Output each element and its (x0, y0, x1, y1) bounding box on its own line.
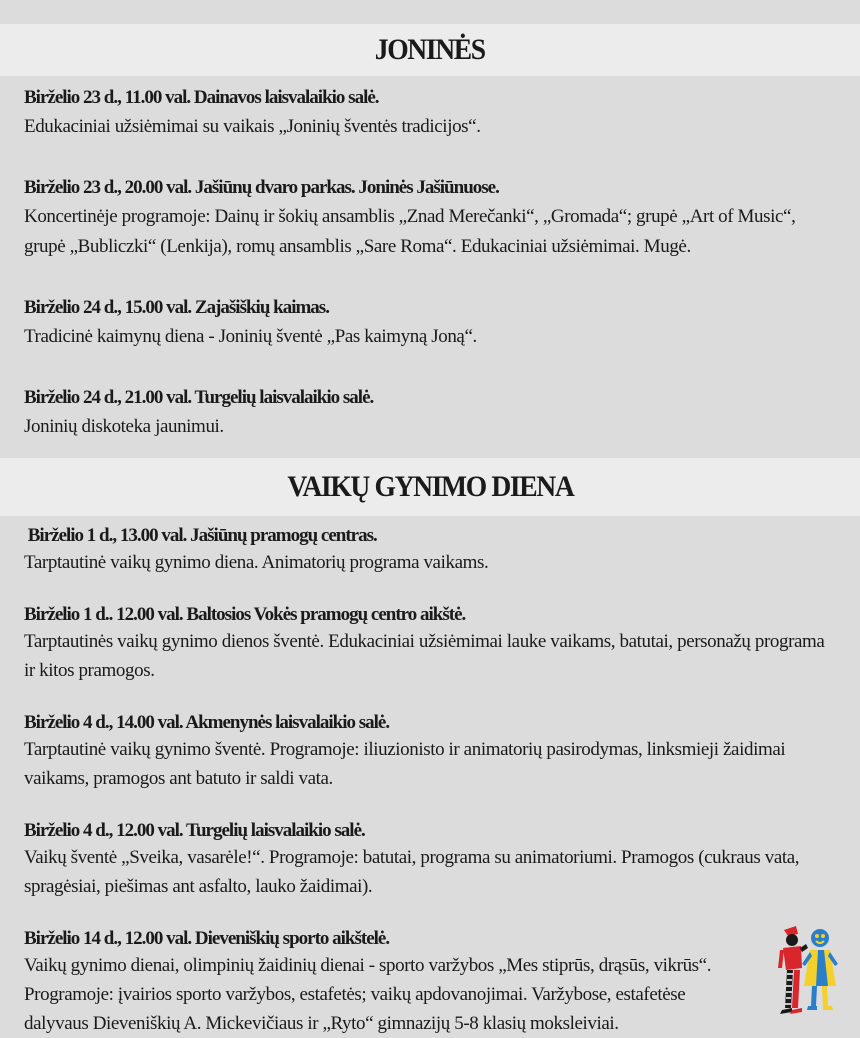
top-strip (0, 0, 860, 24)
event-description: Tarptautinės vaikų gynimo dienos šventė. Edukaciniai užsiėmimai lauke vaikams, batutai, personažų programa ir kitos pramogos. (24, 631, 825, 681)
section-title: JONINĖS (375, 33, 485, 66)
event-item (24, 819, 830, 901)
event-title: Birželio 24 d., 21.00 val. Turgelių laisvalaikio salė. (24, 387, 374, 408)
event-title: Birželio 4 d., 12.00 val. Turgelių laisvalaikio salė. (24, 820, 365, 841)
event-title: Birželio 23 d., 11.00 val. Dainavos laisvalaikio salė. (24, 87, 379, 108)
event-description: Tradicinė kaimynų diena - Joninių šventė „Pas kaimyną Joną“. (24, 326, 477, 347)
event-title: Birželio 4 d., 14.00 val. Akmenynės laisvalaikio salė. (24, 712, 390, 733)
event-item (24, 927, 830, 1038)
event-item (24, 296, 830, 352)
red-figure (778, 926, 808, 1014)
event-description: Edukaciniai užsiėmimai su vaikais „Joninių šventės tradicijos“. (24, 116, 481, 137)
event-item (24, 603, 830, 685)
event-title: Birželio 24 d., 15.00 val. Zajašiškių kaimas. (24, 297, 329, 318)
blue-yellow-figure (802, 929, 838, 1010)
event-item (24, 386, 830, 442)
event-description: Joninių diskoteka jaunimui. (24, 416, 224, 437)
event-title: Birželio 1 d., 13.00 val. Jašiūnų pramogų centras. (24, 525, 377, 546)
event-item (24, 711, 830, 793)
event-description: Vaikų gynimo dienai, olimpinių žaidinių dienai - sporto varžybos „Mes stiprūs, drąsūs, vikrūs“. Programoje: įvairios sporto varžybos, estafetės; vaikų apdovanojimai. Varžybose, estafetėse dalyvaus Dieveniškių A. Mickevičiaus ir „Ryto“ gimnazijų 5-8 klasių moksleiviai. (24, 955, 712, 1034)
section-body-vaiku-gynimo-diena (0, 524, 860, 1038)
event-description: Vaikų šventė „Sveika, vasarėle!“. Programoje: batutai, programa su animatoriumi. Pramogos (cukraus vata, spragėsiai, piešimas ant asfalto, lauko žaidimai). (24, 847, 800, 897)
section-header-vaiku-gynimo-diena (0, 458, 860, 516)
event-item (24, 86, 830, 142)
section-body-joniness (0, 86, 860, 458)
event-title: Birželio 1 d.. 12.00 val. Baltosios Vokės pramogų centro aikštė. (24, 604, 466, 625)
children-figures-icon (774, 924, 840, 1016)
section-title: VAIKŲ GYNIMO DIENA (287, 470, 573, 503)
event-description: Koncertinėje programoje: Dainų ir šokių ansamblis „Znad Merečanki“, „Gromada“; grupė „Art of Music“, grupė „Bubliczki“ (Lenkija), romų ansamblis „Sare Roma“. Edukaciniai užsiėmimai. Mugė. (24, 206, 796, 257)
event-item (24, 176, 830, 262)
event-description: Tarptautinė vaikų gynimo diena. Animatorių programa vaikams. (24, 552, 489, 573)
section-header-joniness (0, 24, 860, 76)
event-title: Birželio 23 d., 20.00 val. Jašiūnų dvaro parkas. Joninės Jašiūnuose. (24, 177, 499, 198)
event-item (24, 524, 830, 577)
event-description: Tarptautinė vaikų gynimo šventė. Programoje: iliuzionisto ir animatorių pasirodymas, linksmieji žaidimai vaikams, pramogos ant batuto ir saldi vata. (24, 739, 786, 789)
event-title: Birželio 14 d., 12.00 val. Dieveniškių sporto aikštelė. (24, 928, 390, 949)
